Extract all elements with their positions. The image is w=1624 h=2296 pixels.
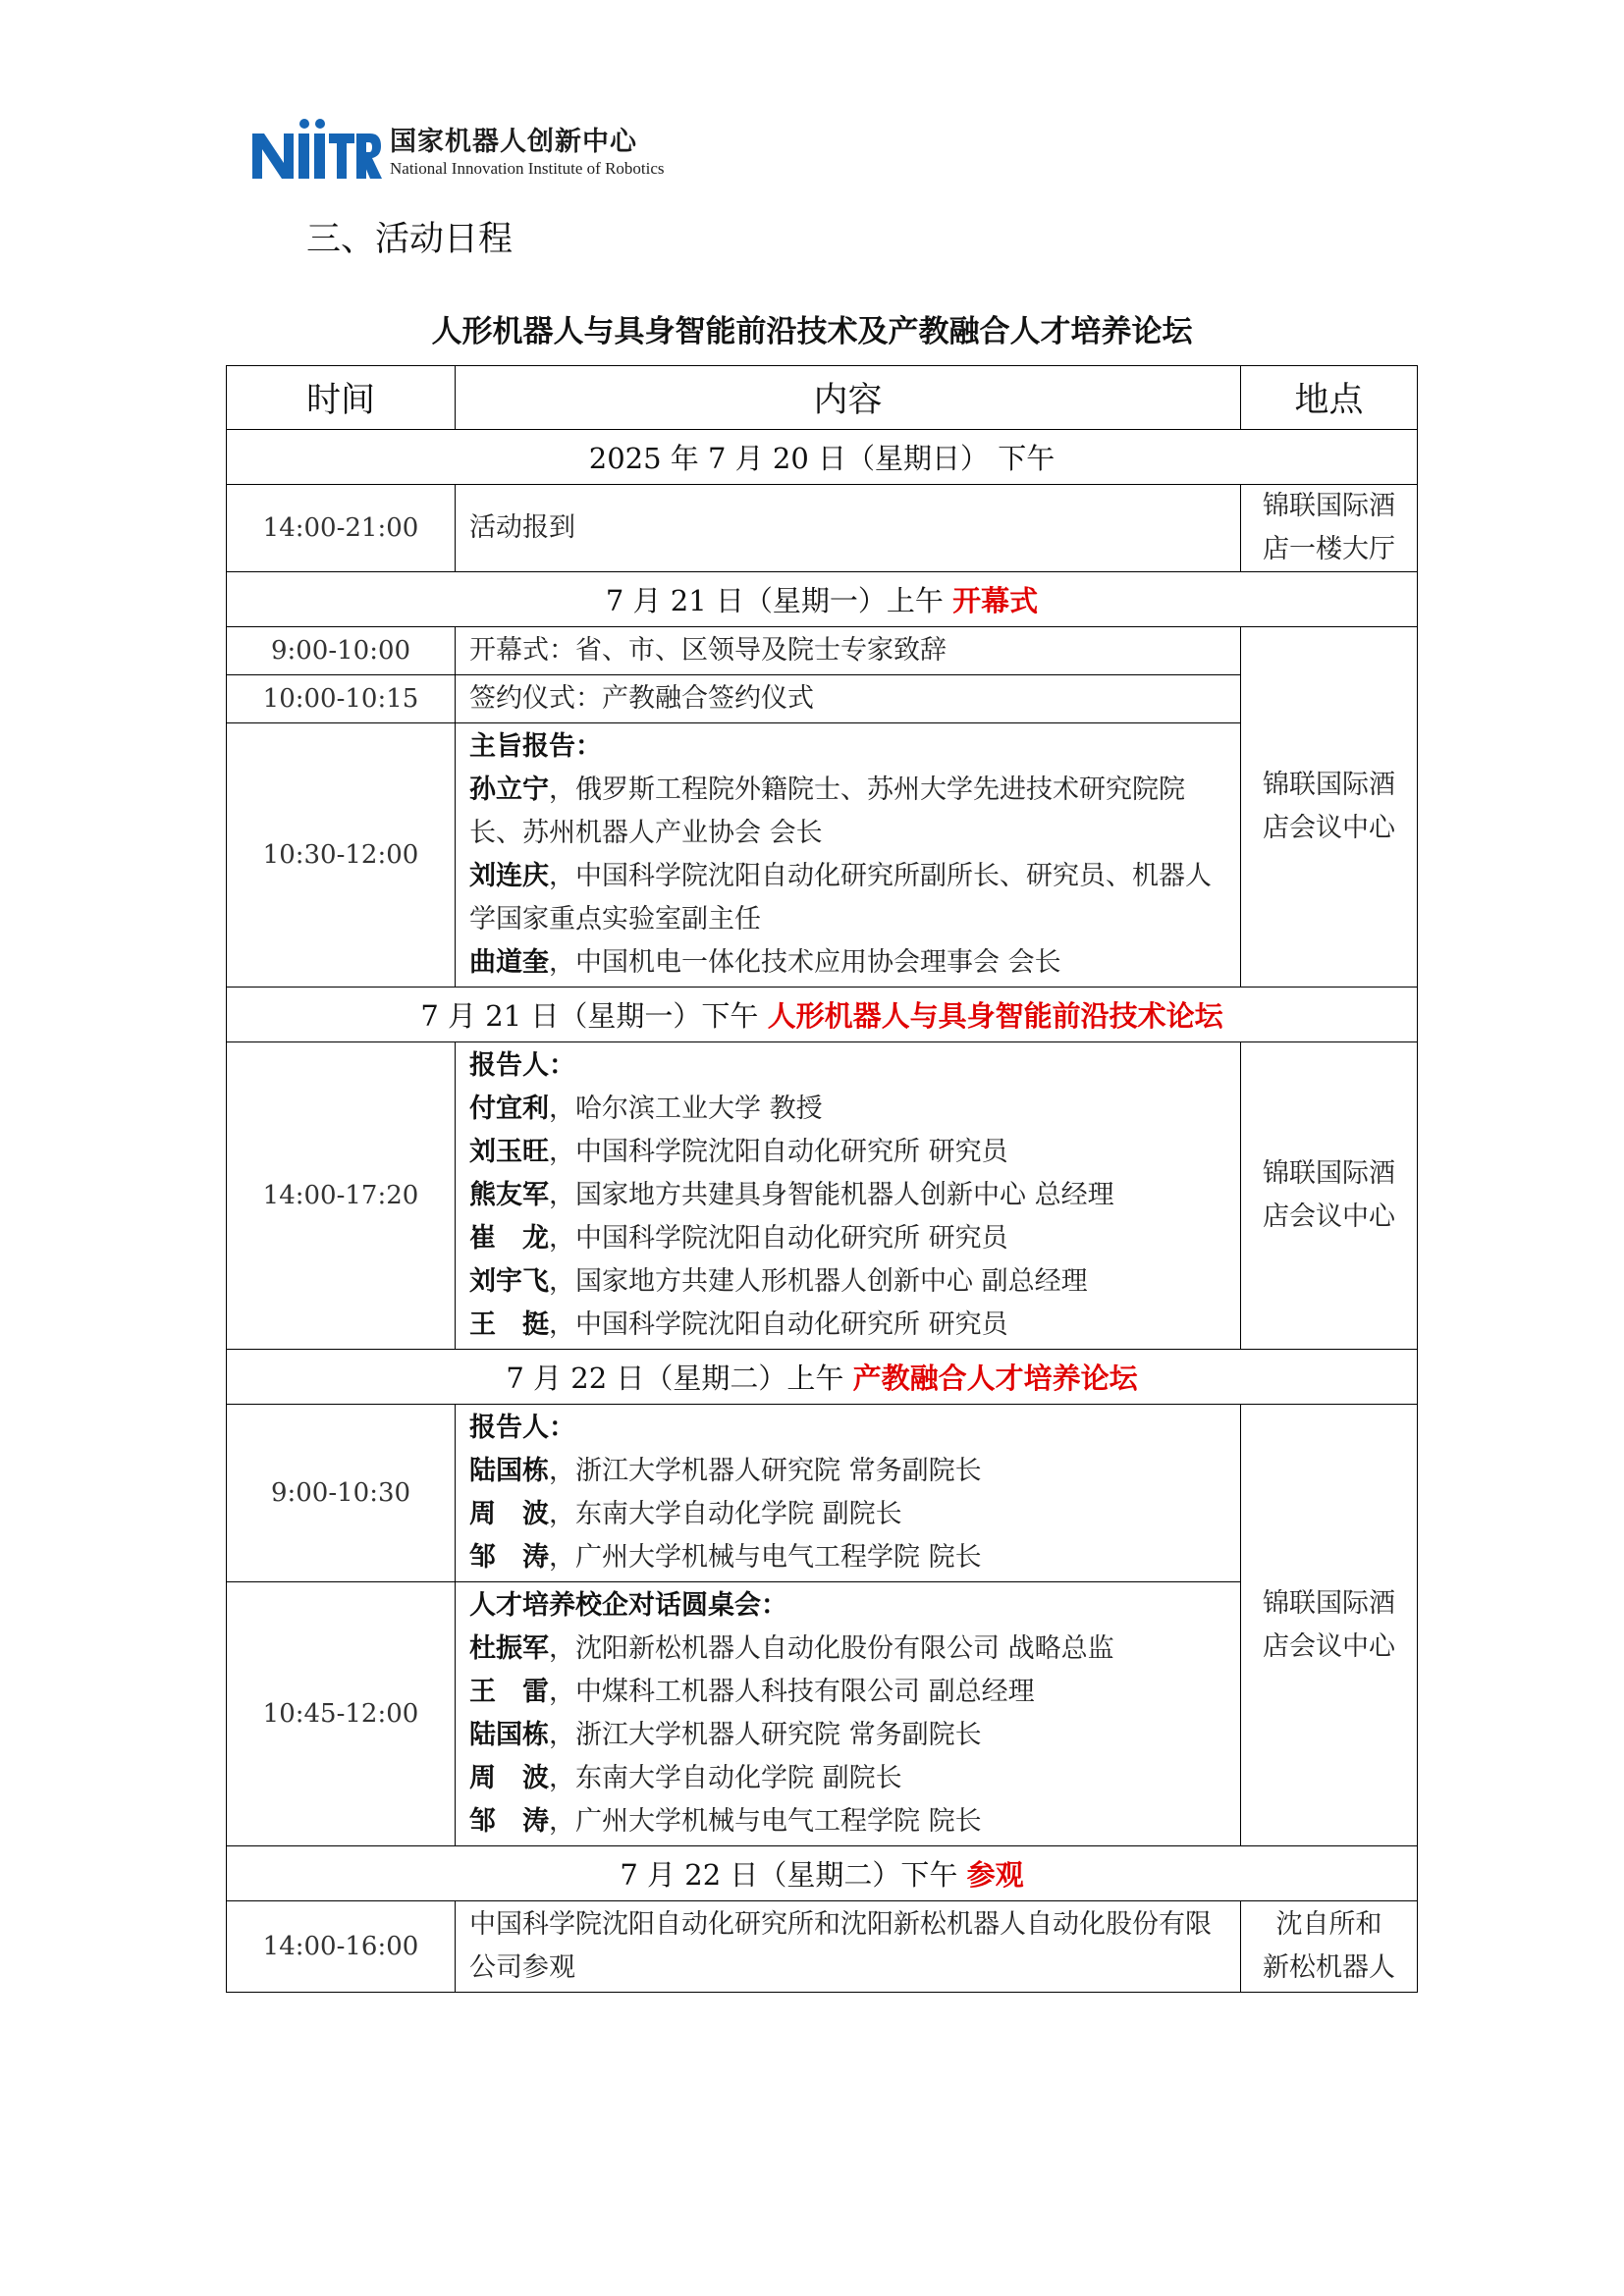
section-title: 三、活动日程 [306, 220, 514, 259]
table-row [227, 723, 1418, 988]
place-cell: 锦联国际酒 店一楼大厅 [1241, 485, 1418, 572]
speaker-name: 刘玉旺 [469, 1137, 549, 1167]
day-date: 7 月 21 日（星期一）下午 [420, 999, 768, 1033]
day-row [227, 988, 1418, 1042]
table-row [227, 1901, 1418, 1993]
place-cell: 锦联国际酒 店会议中心 [1241, 1042, 1418, 1350]
speaker-name: 陆国栋 [469, 1456, 549, 1486]
day-row [227, 572, 1418, 627]
time-cell: 10:45-12:00 [227, 1582, 456, 1846]
table-row [227, 675, 1418, 723]
day-heading [227, 430, 1418, 485]
speaker-name: 崔 龙 [469, 1223, 549, 1254]
day-date: 2025 年 7 月 20 日（星期日） 下午 [588, 442, 1056, 475]
content-cell: 人才培养校企对话圆桌会： 杜振军，沈阳新松机器人自动化股份有限公司 战略总监 王 雷，中煤科工机器人科技有限公司 副总经理 陆国栋，浙江大学机器人研究院 常务副院长 周 波，东南大学自动化学院 副院长 邹 涛，广州大学机械与电气工程学院 院长 [456, 1582, 1241, 1846]
speaker-name: 邹 涛 [469, 1806, 549, 1837]
day-heading [227, 572, 1418, 627]
table-row [227, 627, 1418, 675]
time-cell: 9:00-10:30 [227, 1405, 456, 1582]
speaker-name: 周 波 [469, 1763, 549, 1793]
content-cell: 报告人： 付宜利，哈尔滨工业大学 教授 刘玉旺，中国科学院沈阳自动化研究所 研究员 熊友军，国家地方共建具身智能机器人创新中心 总经理 崔 龙，中国科学院沈阳自动化研究所 研究员 刘宇飞，国家地方共建人形机器人创新中心 副总经理 王 挺，中国科学院沈阳自动化研究所 研究员 [456, 1042, 1241, 1350]
session-title: 参观 [966, 1858, 1024, 1892]
day-row [227, 1846, 1418, 1901]
place-cell: 锦联国际酒 店会议中心 [1241, 627, 1418, 988]
day-heading [227, 1350, 1418, 1405]
table-row [227, 1042, 1418, 1350]
time-cell: 9:00-10:00 [227, 627, 456, 675]
speaker-name: 陆国栋 [469, 1720, 549, 1750]
speaker-name: 王 雷 [469, 1677, 549, 1707]
day-row [227, 1350, 1418, 1405]
place-cell: 锦联国际酒 店会议中心 [1241, 1405, 1418, 1846]
content-cell: 报告人： 陆国栋，浙江大学机器人研究院 常务副院长 周 波，东南大学自动化学院 副院长 邹 涛，广州大学机械与电气工程学院 院长 [456, 1405, 1241, 1582]
time-cell: 14:00-16:00 [227, 1901, 456, 1993]
day-heading [227, 1846, 1418, 1901]
speaker-name: 付宜利 [469, 1094, 549, 1124]
day-date: 7 月 22 日（星期二）上午 [506, 1362, 853, 1395]
time-cell: 14:00-17:20 [227, 1042, 456, 1350]
content-cell: 签约仪式：产教融合签约仪式 [456, 675, 1241, 723]
time-cell: 14:00-21:00 [227, 485, 456, 572]
logo-chinese-name: 国家机器人创新中心 [390, 127, 637, 157]
day-row [227, 430, 1418, 485]
schedule-table [226, 365, 1418, 1993]
content-cell: 中国科学院沈阳自动化研究所和沈阳新松机器人自动化股份有限公司参观 [456, 1901, 1241, 1993]
table-row [227, 485, 1418, 572]
content-cell: 主旨报告： 孙立宁，俄罗斯工程院外籍院士、苏州大学先进技术研究院院长、苏州机器人产业协会 会长 刘连庆，中国科学院沈阳自动化研究所副所长、研究员、机器人学国家重点实验室副主任 曲道奎，中国机电一体化技术应用协会理事会 会长 [456, 723, 1241, 988]
content-cell: 开幕式：省、市、区领导及院士专家致辞 [456, 627, 1241, 675]
table-header-row [227, 366, 1418, 430]
time-cell: 10:30-12:00 [227, 723, 456, 988]
header-time: 时间 [227, 366, 456, 430]
session-title: 产教融合人才培养论坛 [852, 1362, 1138, 1395]
speaker-name: 刘宇飞 [469, 1266, 549, 1297]
content-cell: 活动报到 [456, 485, 1241, 572]
header-content: 内容 [456, 366, 1241, 430]
speaker-name: 周 波 [469, 1499, 549, 1529]
speaker-name: 邹 涛 [469, 1542, 549, 1573]
day-date: 7 月 22 日（星期二）下午 [620, 1858, 967, 1892]
speaker-name: 王 挺 [469, 1309, 549, 1340]
speaker-name: 熊友军 [469, 1180, 549, 1210]
table-row [227, 1582, 1418, 1846]
speaker-name: 孙立宁 [469, 774, 549, 805]
speaker-name: 曲道奎 [469, 947, 549, 978]
place-cell: 沈自所和 新松机器人 [1241, 1901, 1418, 1993]
session-title: 人形机器人与具身智能前沿技术论坛 [767, 999, 1223, 1033]
speaker-name: 杜振军 [469, 1633, 549, 1664]
logo [250, 116, 665, 185]
logo-english-name: National Innovation Institute of Robotics [390, 159, 665, 178]
niir-logo-icon [250, 116, 382, 185]
day-heading [227, 988, 1418, 1042]
header-place: 地点 [1241, 366, 1418, 430]
table-title: 人形机器人与具身智能前沿技术及产教融合人才培养论坛 [431, 314, 1193, 349]
speaker-name: 刘连庆 [469, 861, 549, 891]
session-title: 开幕式 [952, 584, 1039, 617]
time-cell: 10:00-10:15 [227, 675, 456, 723]
day-date: 7 月 21 日（星期一）上午 [605, 584, 953, 617]
table-row [227, 1405, 1418, 1582]
